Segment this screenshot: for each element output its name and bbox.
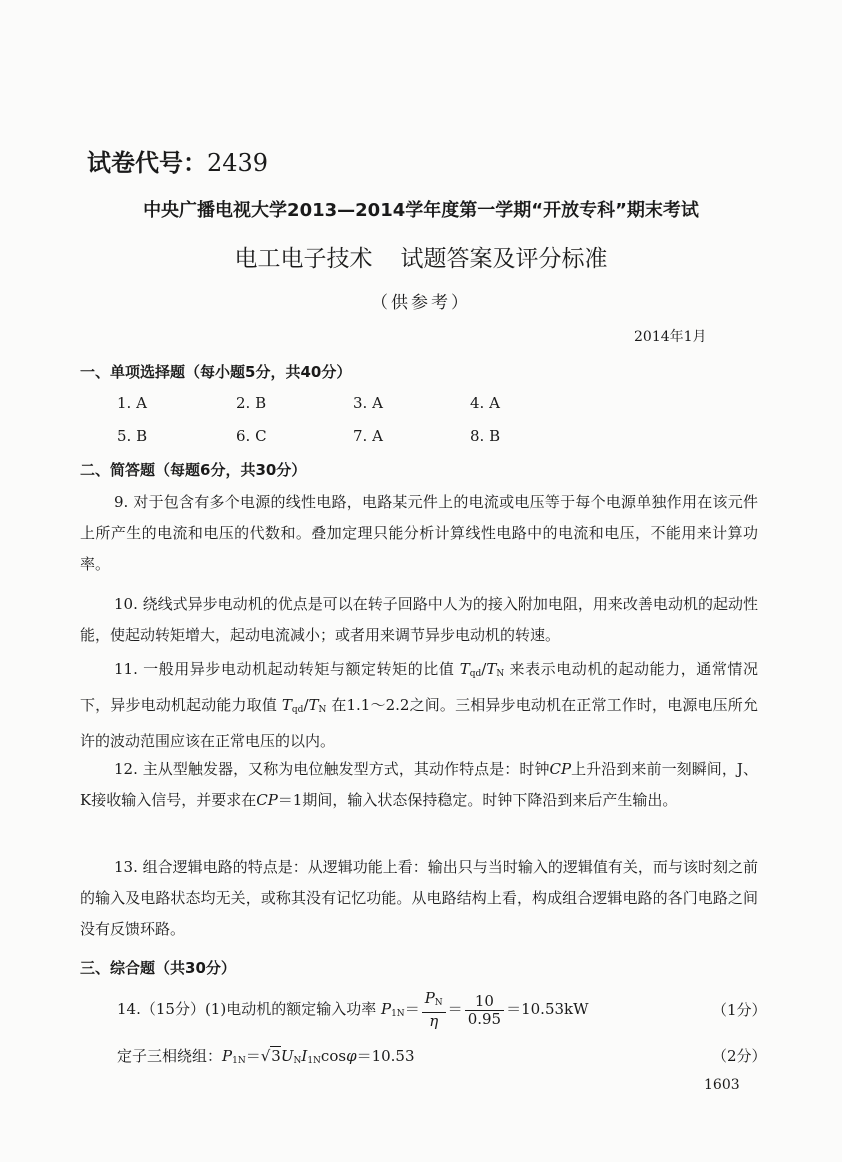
answer-5: 5. B bbox=[117, 427, 148, 445]
answer-8: 8. B bbox=[470, 427, 501, 445]
section1-heading: 一、单项选择题（每小题5分，共40分） bbox=[80, 363, 352, 381]
answer-4: 4. A bbox=[470, 394, 500, 412]
answer-3: 3. A bbox=[353, 394, 383, 412]
section2-heading: 二、简答题（每题6分，共30分） bbox=[80, 461, 307, 479]
exam-date: 2014年1月 bbox=[634, 329, 707, 345]
score-1: （1分） bbox=[712, 1001, 767, 1019]
answer-12: 12. 主从型触发器，又称为电位触发型方式，其动作特点是：时钟CP上升沿到来前一刻瞬间，J、K接收输入信号，并要求在CP＝1期间，输入状态保持稳定。时钟下降沿到来后产生输出。 bbox=[80, 760, 758, 809]
exam-school-line: 中央广播电视大学2013—2014学年度第一学期“开放专科”期末考试 bbox=[143, 200, 699, 221]
answer-14-line1: 14.（15分）(1)电动机的额定输入功率 $P_{1N}=$ $\frac{P_N}{\eta}$ ＝ $\frac{10}{0.95}$ ＝10.53kW bbox=[117, 989, 589, 1030]
section3-heading: 三、综合题（共30分） bbox=[80, 959, 236, 977]
score-2: （2分） bbox=[712, 1047, 767, 1065]
paper-code bbox=[87, 143, 268, 178]
fraction-10-095: $\frac{10}{0.95}$ bbox=[465, 993, 504, 1028]
paper-code-number: 2439 bbox=[207, 149, 269, 177]
answer-7: 7. A bbox=[353, 427, 383, 445]
reference-note: （供参考） bbox=[371, 293, 471, 313]
document-title bbox=[0, 240, 842, 273]
course-name: 电工电子技术 bbox=[234, 246, 373, 272]
answer-1: 1. A bbox=[117, 394, 147, 412]
answer-11: 11. 一般用异步电动机起动转矩与额定转矩的比值 $T_{qd}/T_N$ 来表示电动机的起动能力，通常情况下，异步电动机起动能力取值 $T_{qd}/T_N$ 在1.1～2.2之间。三相异步电动机在正常工作时，电源电压所允许的波动范围应该在正常电压的以内。 bbox=[80, 660, 758, 750]
answer-14-line2: 定子三相绕组：$P_{1N}=√3U_NI_{1N}\cos\varphi=10.53$ bbox=[117, 1047, 415, 1066]
fraction-pn-eta: $\frac{P_N}{\eta}$ bbox=[422, 990, 446, 1030]
answer-10: 10. 绕线式异步电动机的优点是可以在转子回路中人为的接入附加电阻，用来改善电动机的起动性能，使起动转矩增大，起动电流减小；或者用来调节异步电动机的转速。 bbox=[80, 595, 758, 644]
page-number: 1603 bbox=[704, 1077, 740, 1093]
answer-6: 6. C bbox=[236, 427, 267, 445]
answer-key-title: 试题答案及评分标准 bbox=[400, 246, 608, 272]
sqrt-icon: √ bbox=[260, 1047, 271, 1065]
answer-2: 2. B bbox=[236, 394, 267, 412]
answer-9: 9. 对于包含有多个电源的线性电路，电路某元件上的电流或电压等于每个电源单独作用在该元件上所产生的电流和电压的代数和。叠加定理只能分析计算线性电路中的电流和电压，不能用来计算功率。 bbox=[80, 493, 758, 573]
answer-13: 13. 组合逻辑电路的特点是：从逻辑功能上看：输出只与当时输入的逻辑值有关，而与该时刻之前的输入及电路状态均无关，或称其没有记忆功能。从电路结构上看，构成组合逻辑电路的各门电路之间没有反馈环路。 bbox=[80, 858, 758, 938]
paper-code-label: 试卷代号： bbox=[87, 149, 207, 177]
